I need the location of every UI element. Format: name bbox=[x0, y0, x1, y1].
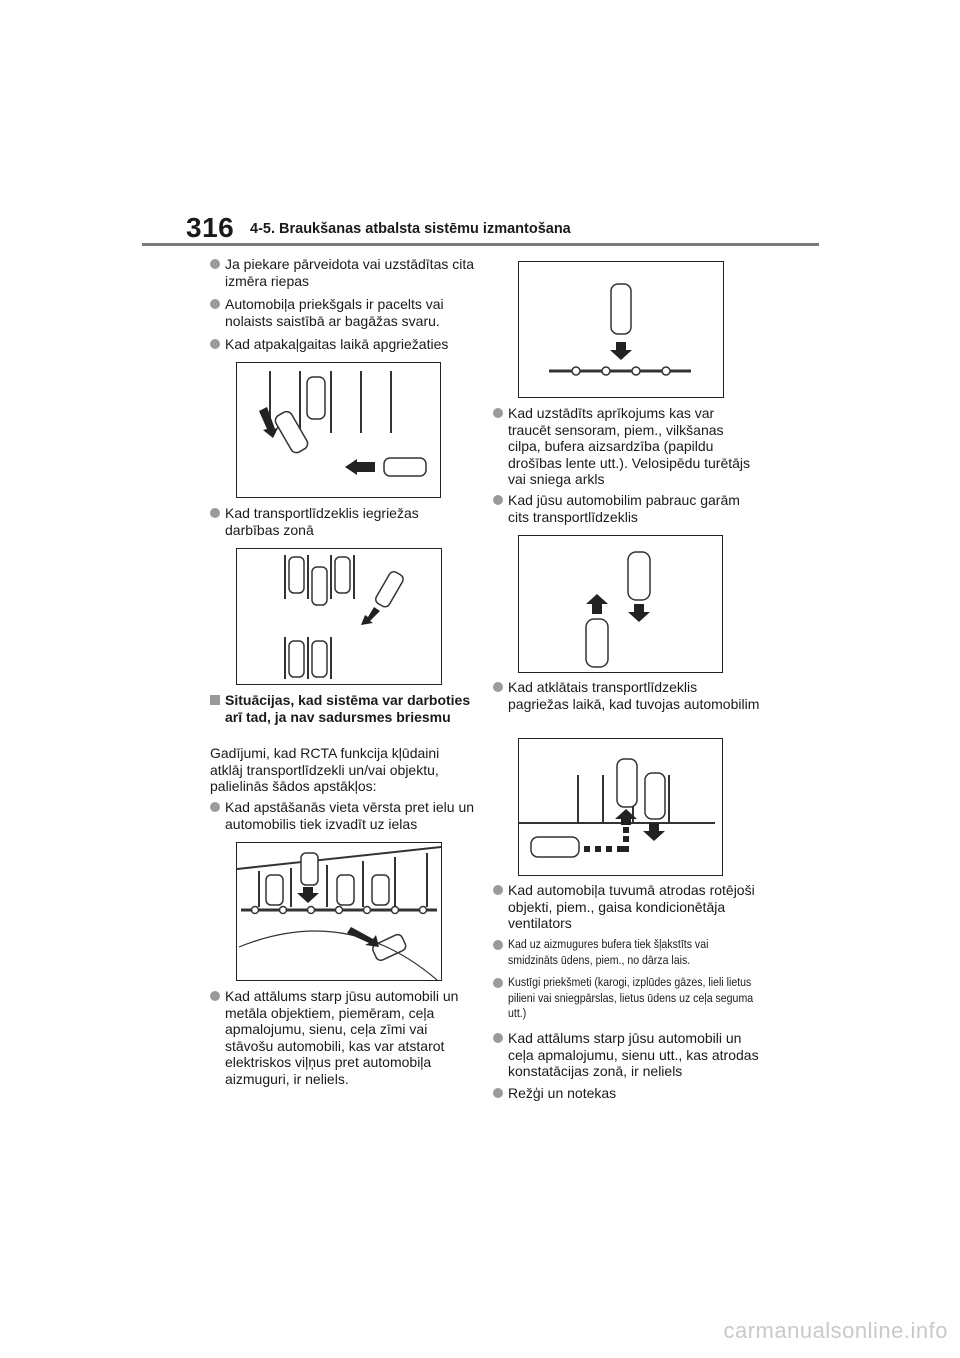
bullet-moving-objects bbox=[493, 975, 760, 1022]
section-heading: Situācijas, kad sistēma var darboties arī tad, ja nav sadursmes briesmu bbox=[210, 692, 477, 725]
bullet-passing-vehicle: Kad jūsu automobilim pabrauc garām cits transportlīdzeklis bbox=[493, 492, 760, 525]
bullet-grates: Režģi un notekas bbox=[493, 1085, 760, 1102]
header-rule bbox=[142, 243, 819, 246]
bullet-vehicle-entering: Kad transportlīdzeklis iegriežas darbības zonā bbox=[210, 505, 477, 538]
figure-reversing-turn bbox=[236, 362, 441, 498]
bullet-rotating-objects: Kad automobiļa tuvumā atrodas rotējoši objekti, piem., gaisa kondicionētāja ventilators bbox=[493, 882, 760, 932]
bullet-water-spray-text: Kad uz aizmugures bufera tiek šļakstīts vai smidzināts ūdens, piem., no dārza lais. bbox=[508, 937, 709, 967]
bullet-moving-objects-text: Kustīgi priekšmeti (karogi, izplūdes gāzes, lieli lietus pilieni vai sniegpārslas, lietus ūdens uz ceļa seguma utt.) bbox=[508, 975, 754, 1020]
bullet-street-parking: Kad apstāšanās vieta vērsta pret ielu un automobilis tiek izvadīt uz ielas bbox=[210, 799, 477, 832]
bullet-vehicle-tilt: Automobiļa priekšgals ir pacelts vai nolaists saistībā ar bagāžas svaru. bbox=[210, 296, 477, 329]
figure-street-parking bbox=[236, 842, 442, 981]
section-title: 4-5. Braukšanas atbalsta sistēmu izmantošana bbox=[250, 221, 571, 237]
watermark: carmanualsonline.info bbox=[723, 1318, 948, 1343]
figure-turning-vehicle bbox=[518, 738, 723, 876]
bullet-reversing-turn: Kad atpakaļgaitas laikā apgriežaties bbox=[210, 336, 477, 353]
figure-vehicle-entering bbox=[236, 548, 442, 685]
bullet-suspension: Ja piekare pārveidota vai uzstādītas cita izmēra riepas bbox=[210, 256, 477, 289]
bullet-water-spray bbox=[493, 937, 760, 968]
bullet-installed-equipment: Kad uzstādīts aprīkojums kas var traucēt sensoram, piem., vilkšanas cilpa, bufera aizsardzība (papildu drošības lente utt.). Velosipēdu turētājs vai sniega arkls bbox=[493, 405, 760, 488]
bullet-curb-distance: Kad attālums starp jūsu automobili un ceļa apmalojumu, sienu utt., kas atrodas konstatācijas zonā, ir neliels bbox=[493, 1030, 760, 1080]
page-number: 316 bbox=[186, 212, 235, 243]
figure-passing-vehicle bbox=[518, 535, 723, 673]
intro-paragraph: Gadījumi, kad RCTA funkcija kļūdaini atklāj transportlīdzekli un/vai objektu, palielinās šādos apstākļos: bbox=[210, 745, 440, 794]
bullet-turning-vehicle: Kad atklātais transportlīdzeklis pagriežas laikā, kad tuvojas automobilim bbox=[493, 679, 760, 712]
figure-approach-wall bbox=[518, 261, 724, 398]
bullet-metal-objects: Kad attālums starp jūsu automobili un metāla objektiem, piemēram, ceļa apmalojumu, sienu, ceļa zīmi vai stāvošu automobili, kas var atstarot elektriskos viļņus pret automobiļa aizmuguri, ir neliels. bbox=[210, 988, 477, 1087]
